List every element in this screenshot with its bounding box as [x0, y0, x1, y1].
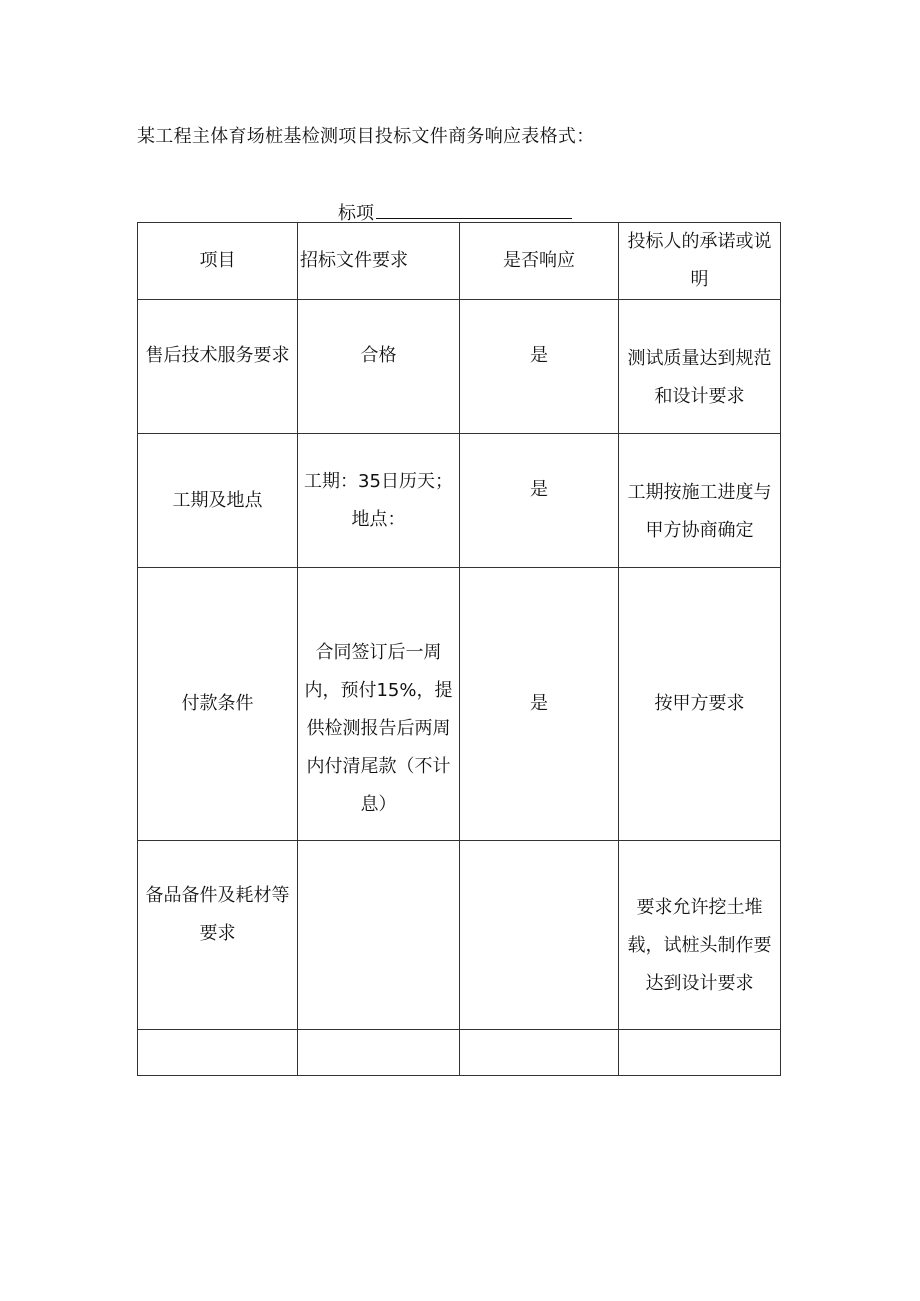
cell-commitment [619, 1030, 781, 1076]
cell-requirement [298, 1030, 460, 1076]
cell-requirement: 工期：35日历天；地点： [298, 434, 460, 568]
bid-item-blank-line [376, 200, 572, 219]
cell-item [138, 1030, 298, 1076]
header-item: 项目 [138, 223, 298, 300]
cell-commitment: 按甲方要求 [619, 568, 781, 841]
cell-response [460, 841, 619, 1030]
cell-response [460, 1030, 619, 1076]
table-row [138, 841, 781, 1030]
table-row [138, 568, 781, 841]
cell-response: 是 [460, 434, 619, 568]
table-row [138, 1030, 781, 1076]
header-response: 是否响应 [460, 223, 619, 300]
cell-item: 售后技术服务要求 [138, 300, 298, 434]
cell-commitment: 工期按施工进度与甲方协商确定 [619, 434, 781, 568]
table-header-row [138, 223, 781, 300]
header-requirement: 招标文件要求 [298, 223, 460, 300]
table-row [138, 434, 781, 568]
cell-requirement: 合格 [298, 300, 460, 434]
cell-item: 备品备件及耗材等要求 [138, 841, 298, 1030]
cell-response: 是 [460, 300, 619, 434]
cell-response: 是 [460, 568, 619, 841]
cell-item: 工期及地点 [138, 434, 298, 568]
bid-item-label: 标项 [338, 203, 374, 224]
cell-item: 付款条件 [138, 568, 298, 841]
cell-requirement: 合同签订后一周内，预付15%，提供检测报告后两周内付清尾款（不计息） [298, 568, 460, 841]
header-commitment: 投标人的承诺或说明 [619, 223, 781, 300]
commercial-response-table [137, 222, 781, 1076]
cell-requirement [298, 841, 460, 1030]
page-title: 某工程主体育场桩基检测项目投标文件商务响应表格式： [137, 126, 595, 147]
table-row [138, 300, 781, 434]
cell-commitment: 要求允许挖土堆载，试桩头制作要达到设计要求 [619, 841, 781, 1030]
cell-commitment: 测试质量达到规范和设计要求 [619, 300, 781, 434]
